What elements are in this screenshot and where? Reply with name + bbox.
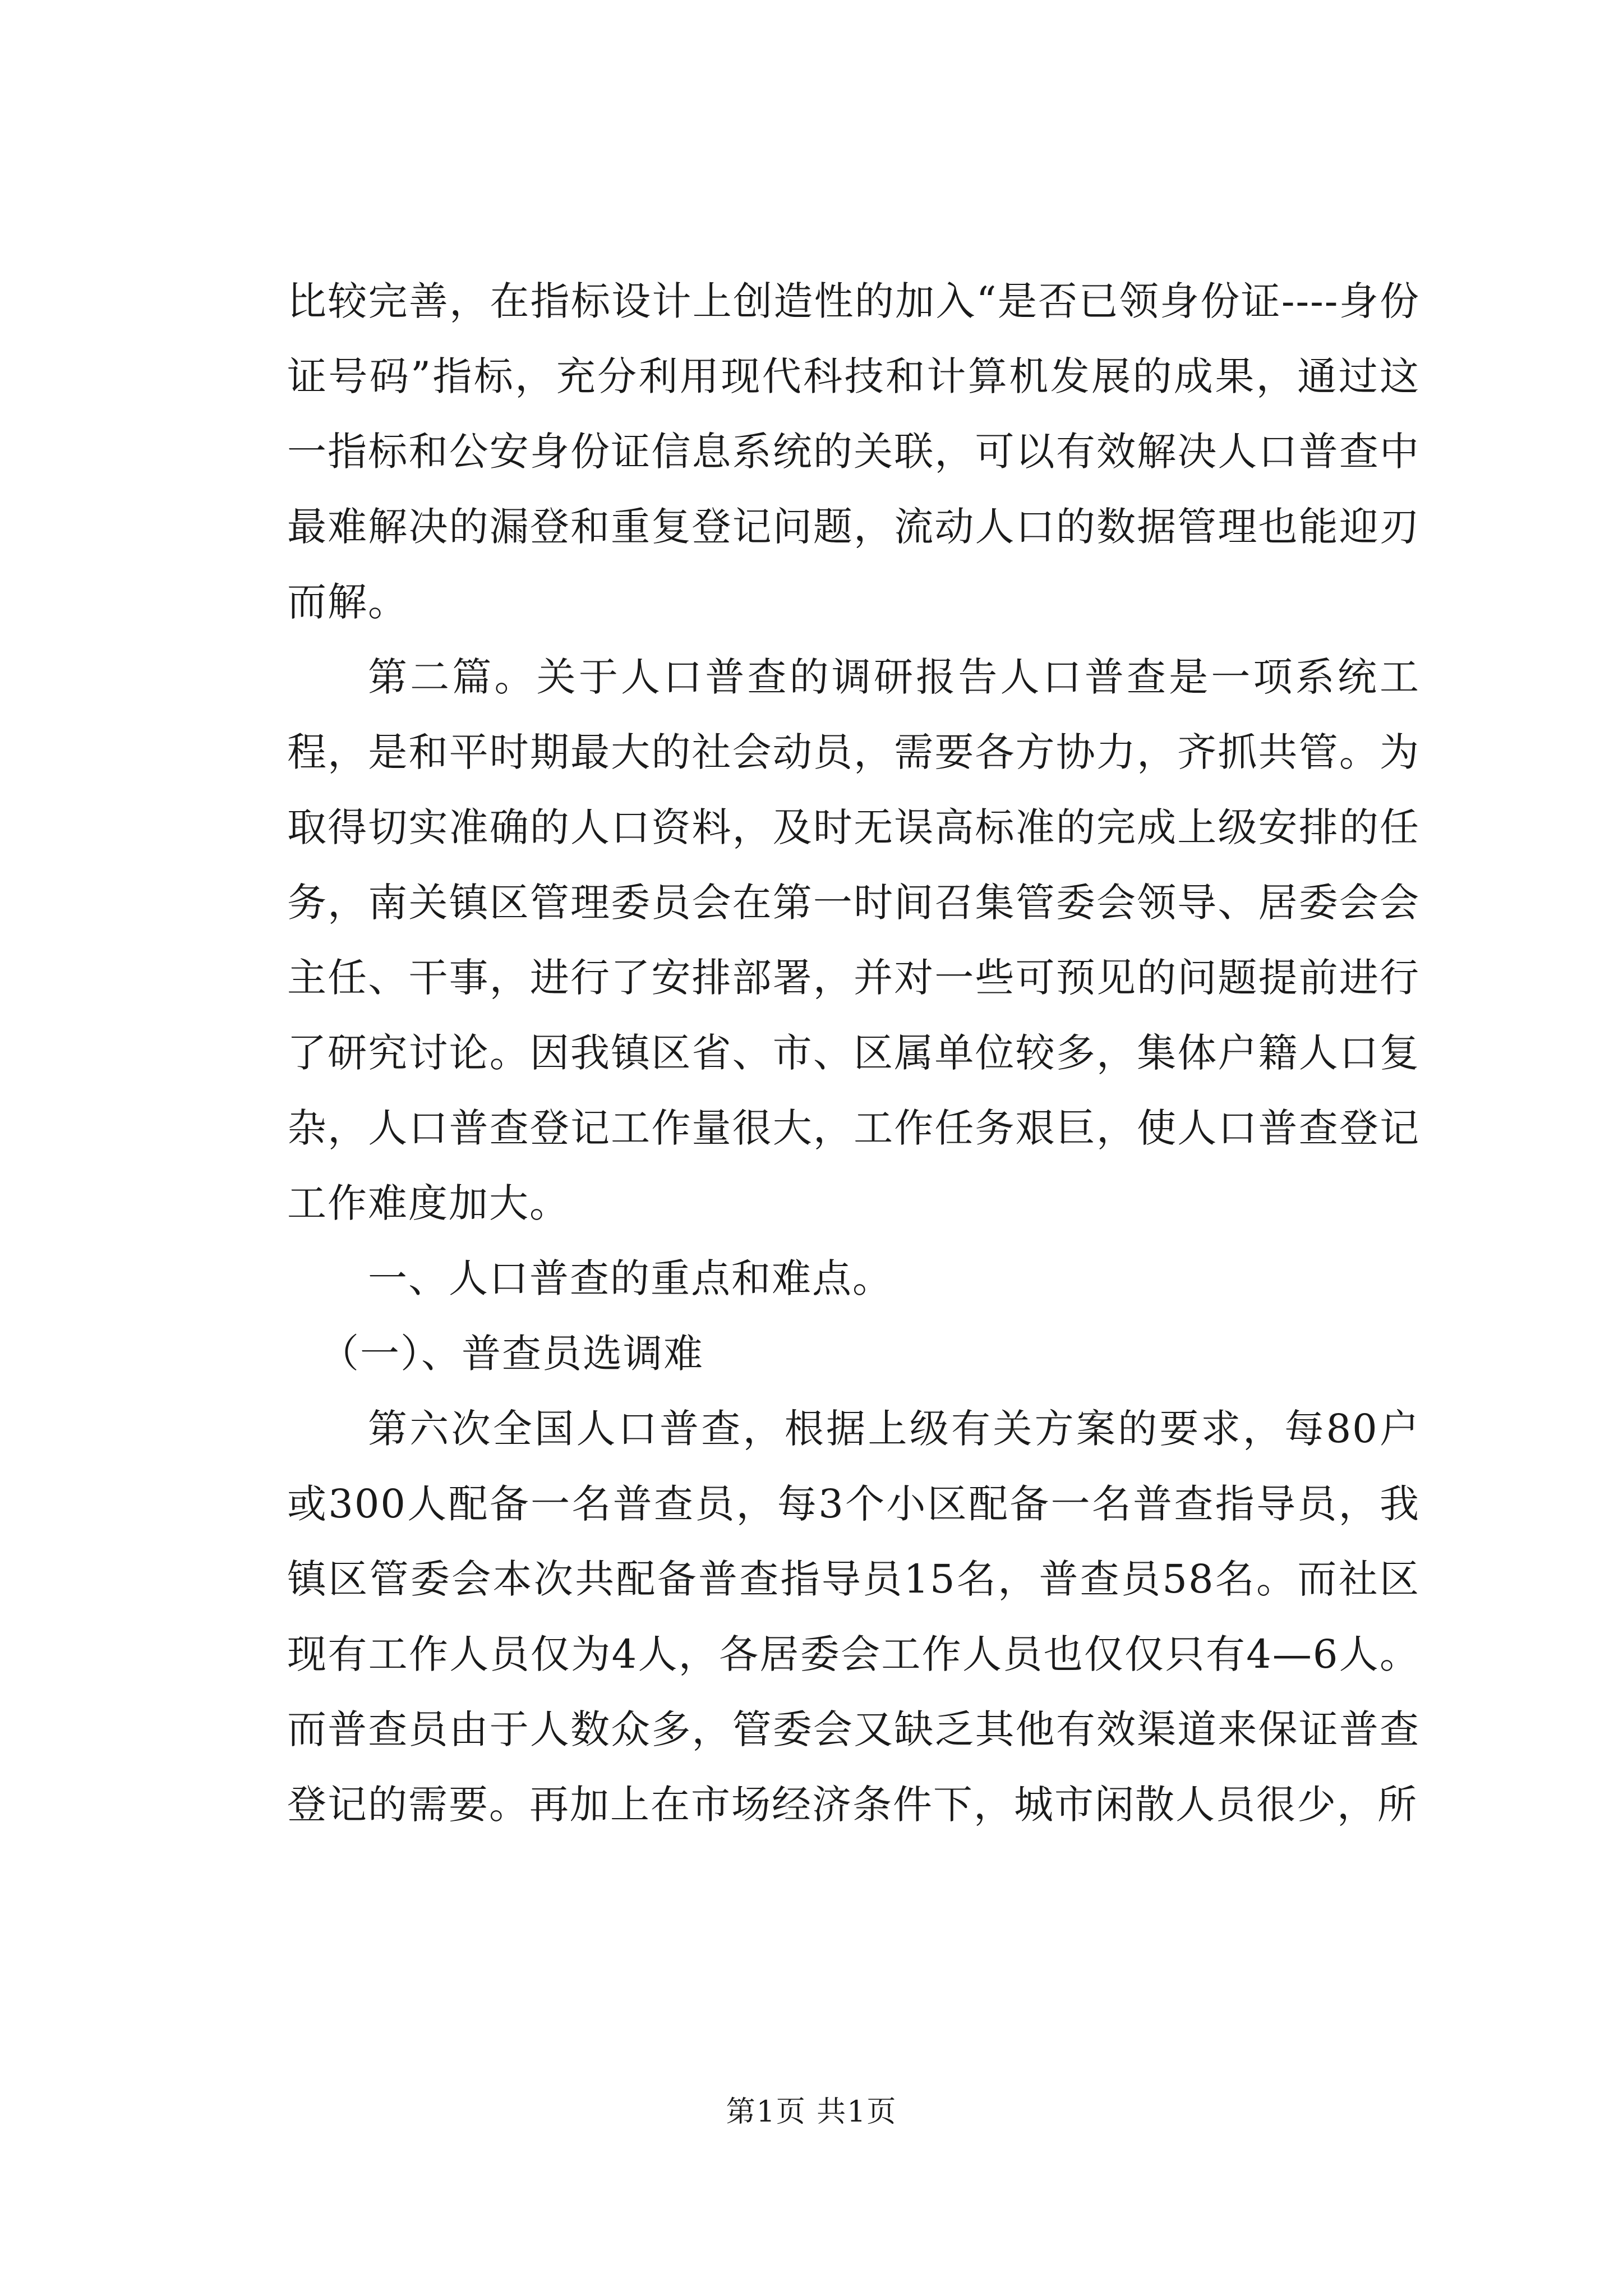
document-body	[287, 264, 1420, 1842]
section-heading: 一、人口普查的重点和难点。	[368, 1255, 893, 1301]
paragraph-staffing: 第六次全国人口普查，根据上级有关方案的要求，每80户或300人配备一名普查员，每3个小区配备一名普查指导员，我镇区管委会本次共配备普查指导员15名，普查员58名。而社区现有工作人员仅为4人，各居委会工作人员也仅仅只有4—6人。而普查员由于人数众多，管委会又缺乏其他有效渠道来保证普查登记的需要。再加上在市场经济条件下，城市闲散人员很少，所	[287, 1406, 1420, 1828]
paragraph-continuation: 比较完善，在指标设计上创造性的加入“是否已领身份证----身份证号码”指标，充分利用现代科技和计算机发展的成果，通过这一指标和公安身份证信息系统的关联，可以有效解决人口普查中最难解决的漏登和重复登记问题，流动人口的数据管理也能迎刃而解。	[287, 278, 1420, 625]
paragraph-chapter-two: 第二篇。关于人口普查的调研报告人口普查是一项系统工程，是和平时期最大的社会动员，需要各方协力，齐抓共管。为取得切实准确的人口资料，及时无误高标准的完成上级安排的任务，南关镇区管理委员会在第一时间召集管委会领导、居委会会主任、干事，进行了安排部署，并对一些可预见的问题提前进行了研究讨论。因我镇区省、市、区属单位较多，集体户籍人口复杂，人口普查登记工作量很大，工作任务艰巨，使人口普查登记工作难度加大。	[287, 654, 1420, 1226]
subsection-heading: （一）、普查员选调难	[320, 1331, 704, 1377]
page-number-footer: 第1页 共1页	[726, 2095, 897, 2129]
